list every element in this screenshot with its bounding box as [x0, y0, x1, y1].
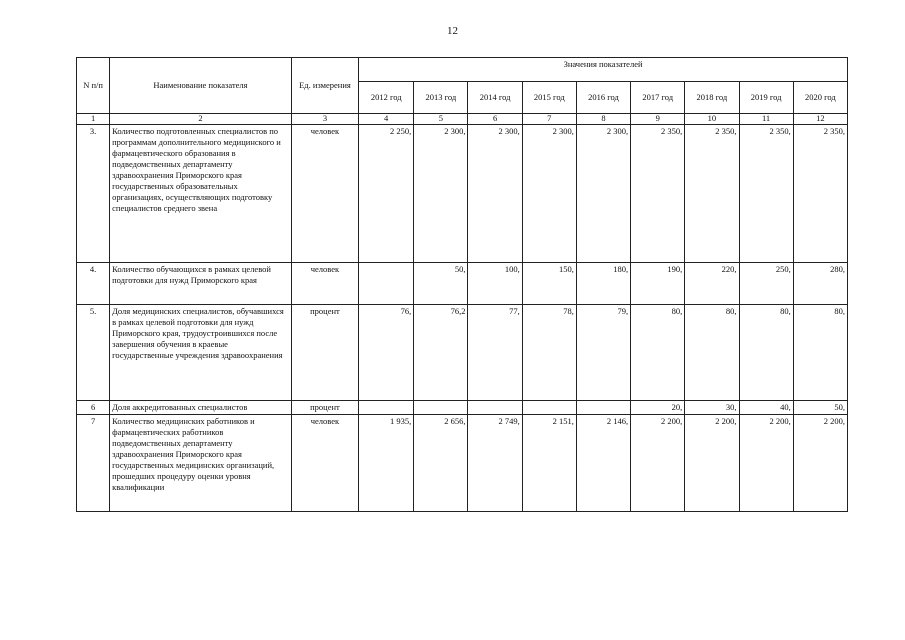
- value-cell: 77,: [468, 305, 522, 401]
- value-cell: [359, 401, 414, 415]
- value-cell: 80,: [685, 305, 739, 401]
- value-cell: 2 200,: [739, 415, 793, 512]
- value-cell: 2 749,: [468, 415, 522, 512]
- column-number: 6: [468, 114, 522, 125]
- indicator-name: Количество медицинских работников и фармацевтических работников подведомственных департаменту здравоохранения Приморского края государственных медицинских организаций, прошедших процедуру оценки уровня квалификации: [110, 415, 292, 512]
- value-cell: 40,: [739, 401, 793, 415]
- header-num: N п/п: [77, 58, 110, 114]
- value-cell: 2 656,: [414, 415, 468, 512]
- header-year: 2019 год: [739, 82, 793, 114]
- table-row: [77, 305, 848, 401]
- header-name: Наименование показателя: [110, 58, 292, 114]
- value-cell: 220,: [685, 263, 739, 305]
- value-cell: 20,: [631, 401, 685, 415]
- value-cell: [576, 401, 630, 415]
- column-number: 7: [522, 114, 576, 125]
- value-cell: 50,: [793, 401, 847, 415]
- value-cell: 2 200,: [631, 415, 685, 512]
- value-cell: [414, 401, 468, 415]
- value-cell: 2 250,: [359, 125, 414, 263]
- value-cell: 2 151,: [522, 415, 576, 512]
- value-cell: 80,: [631, 305, 685, 401]
- table-row: [77, 263, 848, 305]
- row-number: 7: [77, 415, 110, 512]
- column-number: 5: [414, 114, 468, 125]
- row-number: 6: [77, 401, 110, 415]
- table-row: [77, 125, 848, 263]
- column-number: 2: [110, 114, 292, 125]
- unit: процент: [291, 305, 358, 401]
- value-cell: 2 350,: [739, 125, 793, 263]
- unit: человек: [291, 263, 358, 305]
- column-number: 4: [359, 114, 414, 125]
- value-cell: 2 350,: [631, 125, 685, 263]
- value-cell: [468, 401, 522, 415]
- column-number: 10: [685, 114, 739, 125]
- value-cell: 250,: [739, 263, 793, 305]
- unit: человек: [291, 415, 358, 512]
- header-year: 2017 год: [631, 82, 685, 114]
- column-number: 8: [576, 114, 630, 125]
- value-cell: 2 200,: [793, 415, 847, 512]
- value-cell: 2 200,: [685, 415, 739, 512]
- row-number: 4.: [77, 263, 110, 305]
- value-cell: 79,: [576, 305, 630, 401]
- value-cell: 2 350,: [685, 125, 739, 263]
- column-number: 9: [631, 114, 685, 125]
- table-row: [77, 415, 848, 512]
- value-cell: 280,: [793, 263, 847, 305]
- column-number: 11: [739, 114, 793, 125]
- value-cell: 2 300,: [576, 125, 630, 263]
- value-cell: 2 300,: [414, 125, 468, 263]
- value-cell: 150,: [522, 263, 576, 305]
- value-cell: 2 300,: [522, 125, 576, 263]
- header-year: 2013 год: [414, 82, 468, 114]
- header-values-group: Значения показателей: [359, 58, 848, 82]
- value-cell: 2 146,: [576, 415, 630, 512]
- header-unit: Ед. измерения: [291, 58, 358, 114]
- header-year: 2015 год: [522, 82, 576, 114]
- value-cell: 1 935,: [359, 415, 414, 512]
- indicators-table: [76, 57, 848, 512]
- indicator-name: Доля медицинских специалистов, обучавшихся в рамках целевой подготовки для нужд Приморского края, трудоустроившихся после завершения обучения в краевые государственные учреждения здравоохранения: [110, 305, 292, 401]
- column-number-row: [77, 114, 848, 125]
- unit: процент: [291, 401, 358, 415]
- value-cell: 100,: [468, 263, 522, 305]
- value-cell: [522, 401, 576, 415]
- column-number: 3: [291, 114, 358, 125]
- value-cell: [359, 263, 414, 305]
- unit: человек: [291, 125, 358, 263]
- row-number: 5.: [77, 305, 110, 401]
- indicator-name: Доля аккредитованных специалистов: [110, 401, 292, 415]
- indicator-name: Количество обучающихся в рамках целевой подготовки для нужд Приморского края: [110, 263, 292, 305]
- column-number: 12: [793, 114, 847, 125]
- header-year: 2012 год: [359, 82, 414, 114]
- value-cell: 78,: [522, 305, 576, 401]
- value-cell: 80,: [739, 305, 793, 401]
- value-cell: 30,: [685, 401, 739, 415]
- header-row-top: [77, 58, 848, 82]
- value-cell: 50,: [414, 263, 468, 305]
- header-year: 2020 год: [793, 82, 847, 114]
- row-number: 3.: [77, 125, 110, 263]
- value-cell: 190,: [631, 263, 685, 305]
- header-year: 2014 год: [468, 82, 522, 114]
- header-year: 2018 год: [685, 82, 739, 114]
- value-cell: 180,: [576, 263, 630, 305]
- value-cell: 80,: [793, 305, 847, 401]
- value-cell: 2 300,: [468, 125, 522, 263]
- value-cell: 76,: [359, 305, 414, 401]
- table-row: [77, 401, 848, 415]
- value-cell: 76,2: [414, 305, 468, 401]
- page-number: 12: [447, 25, 458, 37]
- column-number: 1: [77, 114, 110, 125]
- header-year: 2016 год: [576, 82, 630, 114]
- indicator-name: Количество подготовленных специалистов по программам дополнительного медицинского и фармацевтического образования в подведомственных департаменту здравоохранения Приморского края государственных образовательных организациях, осуществляющих подготовку специалистов среднего звена: [110, 125, 292, 263]
- value-cell: 2 350,: [793, 125, 847, 263]
